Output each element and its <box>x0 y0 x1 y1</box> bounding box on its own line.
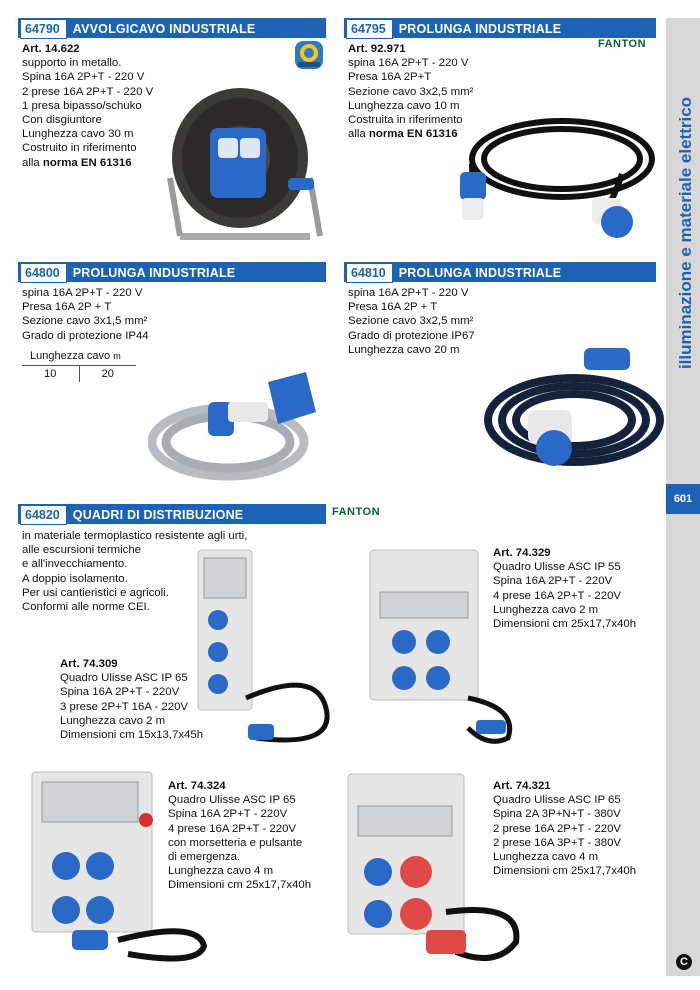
desc-line: 1 presa bipasso/schuko <box>22 99 142 112</box>
table-header: Lunghezza cavo m <box>30 350 121 362</box>
product-title: AVVOLGICAVO INDUSTRIALE <box>72 22 256 36</box>
desc-line: 3 prese 2P+T 16A - 220V <box>60 700 189 713</box>
desc-line: alle escursioni termiche <box>22 544 142 557</box>
desc-line: Con disgiuntore <box>22 114 102 127</box>
desc-line: A doppio isolamento. <box>22 572 128 585</box>
desc-line: Presa 16A 2P+T <box>348 71 432 84</box>
desc-line: di emergenza. <box>168 851 241 864</box>
article-74309 <box>60 657 203 742</box>
desc-line: spina 16A 2P+T - 220 V <box>348 287 469 299</box>
desc-line: Grado di protezione IP44 <box>22 329 149 342</box>
desc-line: Dimensioni cm 25x17,7x40h <box>493 618 637 631</box>
desc-line: in materiale termoplastico resistente agli urti, <box>22 530 248 542</box>
article-number: Art. 92.971 <box>348 43 406 55</box>
section-header-64810 <box>344 262 656 282</box>
desc-line: 2 prese 16A 2P+T - 220 V <box>22 85 154 98</box>
section-header-64795 <box>344 18 656 38</box>
desc-line: Lunghezza cavo 4 m <box>168 865 274 878</box>
extension-cord-10m-image <box>452 104 662 254</box>
desc-line: Quadro Ulisse ASC IP 65 <box>168 794 296 807</box>
article-number: Art. 14.622 <box>22 43 80 55</box>
desc-line: Lunghezza cavo 10 m <box>348 99 460 112</box>
desc-line: Spina 2A 3P+N+T - 380V <box>493 808 621 821</box>
product-code: 64820 <box>20 505 67 525</box>
desc-line: Grado di protezione IP67 <box>348 329 475 342</box>
product-title: QUADRI DI DISTRIBUZIONE <box>72 508 244 522</box>
desc-line: supporto in metallo. <box>22 57 122 70</box>
desc-line: Dimensioni cm 25x17,7x40h <box>493 865 637 878</box>
desc-line: e all'invecchiamento. <box>22 558 128 571</box>
table-cell: 20 <box>101 368 114 380</box>
article-number: Art. 74.309 <box>60 658 118 670</box>
desc-line: Lunghezza cavo 2 m <box>493 603 599 616</box>
section-header-64820 <box>18 504 326 524</box>
table-row <box>22 366 136 382</box>
product-title: PROLUNGA INDUSTRIALE <box>398 22 562 36</box>
product-code: 64800 <box>20 263 67 283</box>
product-description-64790 <box>22 42 153 170</box>
desc-line: Costruito in riferimento <box>22 142 137 155</box>
desc-line: Spina 16A 2P+T - 220V <box>168 808 288 821</box>
desc-line: Lunghezza cavo 20 m <box>348 343 460 356</box>
desc-line: Lunghezza cavo 4 m <box>493 851 599 864</box>
desc-line: Sezione cavo 3x2,5 mm² <box>348 315 474 328</box>
desc-line: alla norma EN 61316 <box>348 128 458 141</box>
desc-line: alla norma EN 61316 <box>22 156 132 169</box>
desc-line: spina 16A 2P+T - 220 V <box>348 57 469 70</box>
desc-line: con morsetteria e pulsante <box>168 836 303 849</box>
desc-line: Dimensioni cm 15x13,7x45h <box>60 729 204 742</box>
article-number: Art. 74.321 <box>493 780 551 792</box>
extension-cord-ip44-image <box>148 362 324 488</box>
desc-line: Costruita in riferimento <box>348 114 463 127</box>
product-code: 64790 <box>20 19 67 39</box>
desc-line: spina 16A 2P+T - 220 V <box>22 287 143 299</box>
length-table <box>22 349 136 382</box>
desc-line: Lunghezza cavo 2 m <box>60 714 166 727</box>
product-code: 64810 <box>346 263 393 283</box>
table-cell: 10 <box>22 366 80 382</box>
article-74321 <box>493 779 636 878</box>
extension-cord-ip67-image <box>474 340 664 470</box>
desc-line: Spina 16A 2P+T - 220V <box>60 686 180 699</box>
desc-line: Conformi alle norme CEI. <box>22 601 150 614</box>
desc-line: 4 prese 16A 2P+T - 220V <box>168 822 297 835</box>
desc-line: Dimensioni cm 25x17,7x40h <box>168 879 312 892</box>
category-label: illuminazione e materiale elettrico <box>676 96 695 370</box>
desc-line: Quadro Ulisse ASC IP 55 <box>493 561 621 574</box>
section-header-64790 <box>18 18 326 38</box>
desc-line: Quadro Ulisse ASC IP 65 <box>493 794 621 807</box>
desc-line: Spina 16A 2P+T - 220 V <box>22 71 145 84</box>
product-code: 64795 <box>346 19 393 39</box>
article-number: Art. 74.324 <box>168 780 226 792</box>
article-number: Art. 74.329 <box>493 547 551 559</box>
product-description-64810 <box>348 286 475 357</box>
desc-line: Per usi cantieristici e agricoli. <box>22 586 169 599</box>
cable-reel-image <box>160 58 330 258</box>
corner-mark: C <box>676 954 692 970</box>
section-header-64800 <box>18 262 326 282</box>
desc-line: 4 prese 16A 2P+T - 220V <box>493 589 622 602</box>
panel-74309-image <box>196 548 336 758</box>
desc-line: Sezione cavo 3x2,5 mm² <box>348 85 474 98</box>
article-74324 <box>168 779 311 893</box>
brand-logo: FANTON <box>332 506 381 518</box>
desc-line: Presa 16A 2P + T <box>348 301 438 314</box>
desc-line: 2 prese 16A 2P+T - 220V <box>493 822 622 835</box>
product-description-64800 <box>22 286 149 343</box>
desc-line: Lunghezza cavo 30 m <box>22 128 134 141</box>
desc-line: Spina 16A 2P+T - 220V <box>493 575 613 588</box>
article-74329 <box>493 546 636 631</box>
desc-line: Presa 16A 2P + T <box>22 301 112 314</box>
product-title: PROLUNGA INDUSTRIALE <box>72 266 236 280</box>
page-number: 601 <box>666 484 700 514</box>
desc-line: 2 prese 16A 3P+T - 380V <box>493 836 622 849</box>
product-title: PROLUNGA INDUSTRIALE <box>398 266 562 280</box>
desc-line: Sezione cavo 3x1,5 mm² <box>22 315 148 328</box>
desc-line: Quadro Ulisse ASC IP 65 <box>60 672 188 685</box>
brand-logo: FANTON <box>598 38 647 50</box>
